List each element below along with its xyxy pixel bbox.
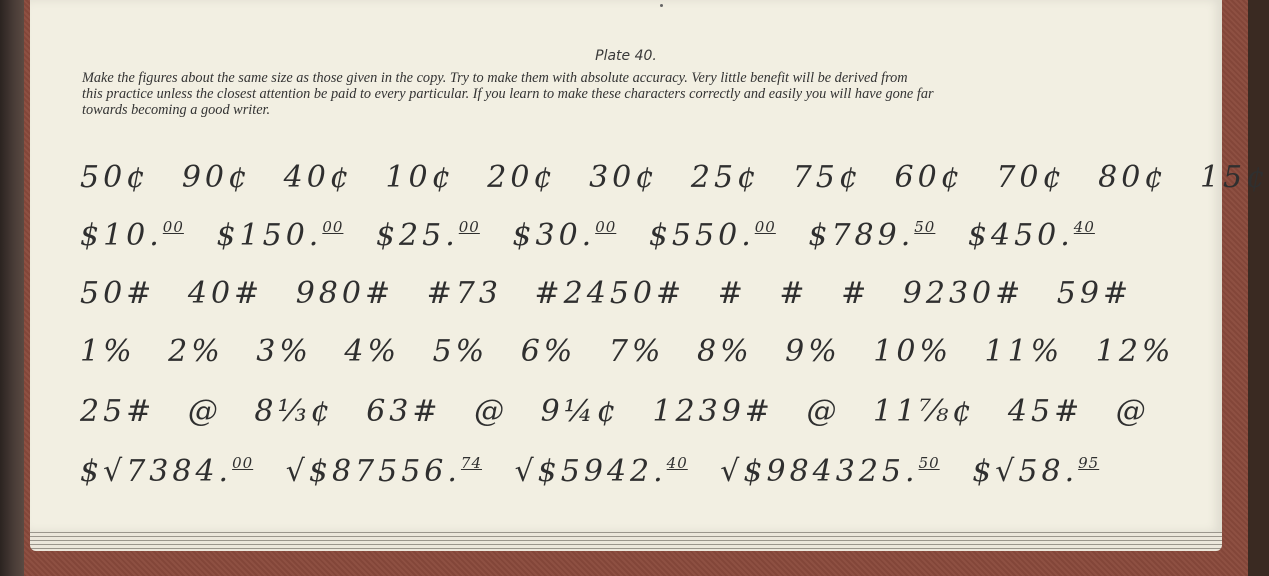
percent-figure: 11% <box>984 334 1064 369</box>
pound-figure: 9230# <box>902 276 1025 311</box>
plate-title: Plate 40. <box>595 48 657 64</box>
percent-figure: 12% <box>1095 334 1175 369</box>
at-sign: @ <box>474 394 509 429</box>
check-figure: $√7384.00 <box>80 454 254 489</box>
row-at-prices <box>80 394 1190 429</box>
pound-figure: 980# <box>295 276 395 311</box>
pound-figure: # <box>779 276 809 311</box>
book-page <box>30 0 1269 532</box>
cents-figure: 60¢ <box>894 160 964 195</box>
at-figure: 63# <box>366 394 442 429</box>
row-checks <box>80 454 1190 489</box>
row-pounds <box>80 276 1190 311</box>
dollar-figure: $25.00 <box>375 218 480 253</box>
cents-figure: 15¢ <box>1199 160 1269 195</box>
instruction-line: towards becoming a good writer. <box>82 102 271 118</box>
pound-figure: #2450# <box>534 276 686 311</box>
percent-figure: 8% <box>696 334 753 369</box>
dollar-figure: $550.00 <box>648 218 776 253</box>
percent-figure: 7% <box>608 334 665 369</box>
at-sign: @ <box>806 394 841 429</box>
at-sign: @ <box>187 394 222 429</box>
percent-figure: 4% <box>344 334 401 369</box>
percent-figure: 9% <box>785 334 841 369</box>
pound-figure: #73 <box>426 276 502 311</box>
check-figure: √$5942.40 <box>514 454 688 489</box>
binding-edge <box>0 0 24 576</box>
dollar-figure: $789.50 <box>808 218 936 253</box>
cents-figure: 80¢ <box>1098 160 1168 195</box>
cents-figure: 50¢ <box>80 160 150 195</box>
at-figure: 25# <box>80 394 156 429</box>
row-dollars <box>80 218 1190 253</box>
pound-figure: 59# <box>1056 276 1133 311</box>
percent-figure: 6% <box>520 334 577 369</box>
check-figure: $√58.95 <box>972 454 1100 489</box>
dollar-figure: $10.00 <box>80 218 184 253</box>
ink-speck <box>660 4 663 7</box>
pound-figure: 40# <box>187 276 264 311</box>
instruction-line: this practice unless the closest attention be paid to every particular. If you learn to make these characters correctly and easily you will have gone far <box>82 86 934 102</box>
percent-figure: 1% <box>80 334 136 369</box>
dollar-figure: $450.40 <box>967 218 1095 253</box>
dollar-figure: $30.00 <box>512 218 617 253</box>
pound-figure: # <box>841 276 871 311</box>
row-cents <box>80 160 1269 195</box>
cents-figure: 20¢ <box>487 160 557 195</box>
cents-figure: 30¢ <box>589 160 659 195</box>
cents-figure: 40¢ <box>283 160 353 195</box>
check-figure: √$87556.74 <box>285 454 483 489</box>
at-figure: 8⅓¢ <box>254 394 334 429</box>
at-sign: @ <box>1115 394 1150 429</box>
cents-figure: 90¢ <box>181 160 252 195</box>
cents-figure: 25¢ <box>690 160 761 195</box>
check-figure: √$984325.50 <box>720 454 940 489</box>
at-figure: 11⅞¢ <box>873 394 976 429</box>
instructions <box>82 70 1182 118</box>
cents-figure: 70¢ <box>996 160 1066 195</box>
dollar-figure: $150.00 <box>216 218 344 253</box>
pound-figure: # <box>717 276 747 311</box>
pound-figure: 50# <box>80 276 156 311</box>
at-figure: 9¼¢ <box>540 394 620 429</box>
cents-figure: 10¢ <box>385 160 455 195</box>
cents-figure: 75¢ <box>792 160 862 195</box>
instruction-line: Make the figures about the same size as those given in the copy. Try to make them with absolute accuracy. Very little benefit will be derived from <box>82 70 908 86</box>
percent-figure: 3% <box>256 334 312 369</box>
row-percents <box>80 334 1190 369</box>
percent-figure: 2% <box>168 334 224 369</box>
at-figure: 1239# <box>652 394 774 429</box>
percent-figure: 5% <box>432 334 489 369</box>
percent-figure: 10% <box>873 334 952 369</box>
at-figure: 45# <box>1007 394 1084 429</box>
